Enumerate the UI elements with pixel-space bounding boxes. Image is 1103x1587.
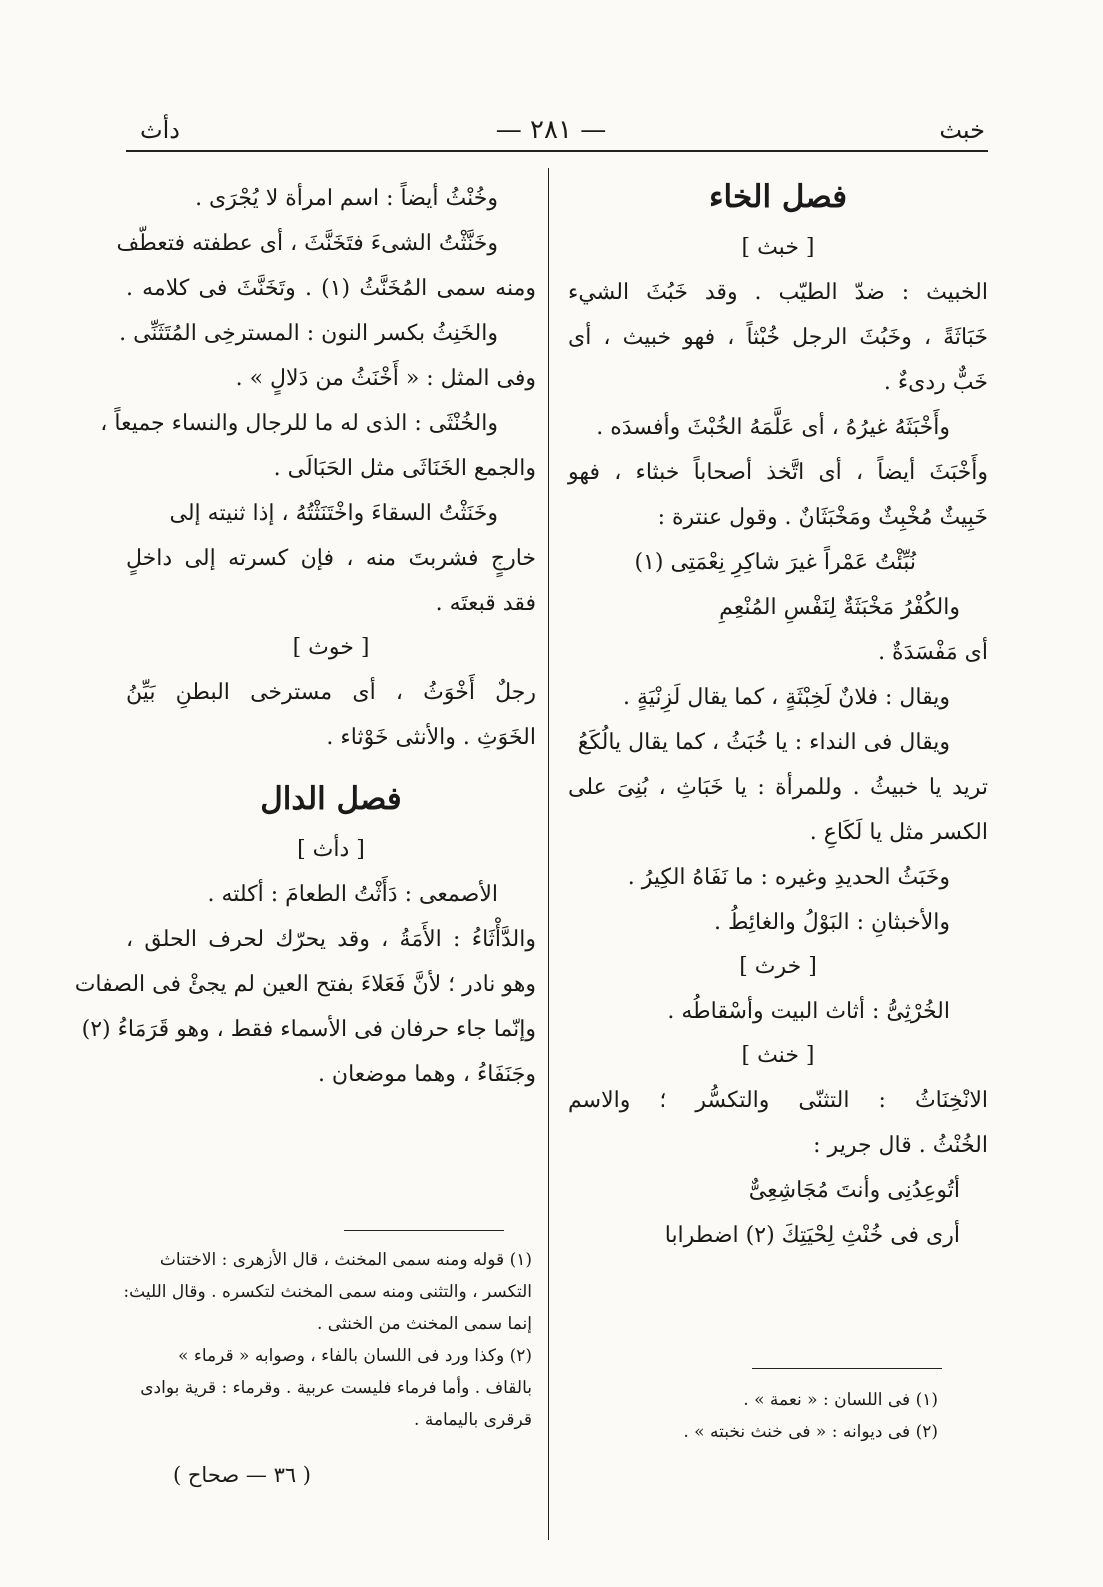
footnote: (٢) وكذا ورد فى اللسان بالفاء ، وصوابه « قرماء »	[178, 1346, 532, 1366]
footnote: (١) فى اللسان : « نعمة » .	[743, 1390, 938, 1410]
entry-heading-khnth: [ خنث ]	[741, 1043, 815, 1068]
text-line: ومنه سمى المُخَنَّثُ (١) . وتَخَنَّثَ فى كلامه .	[126, 276, 536, 301]
header-guide-word-right: خبث	[939, 116, 985, 144]
text-line: والخُنْثَى : الذى له ما للرجال والنساء جميعاً ،	[100, 411, 498, 436]
text-line: والأخبثانِ : البَوْلُ والغائِطُ .	[714, 910, 950, 935]
text-line: الخُنْثُ . قال جرير :	[813, 1133, 988, 1158]
verse-line: أرى فى خُنْثِ لِحْيَتِكَ (٢) اضطرابا	[664, 1223, 960, 1248]
text-line: رجلٌ أَخْوَثُ ، أى مسترخى البطنِ بَيِّنُ	[126, 680, 536, 705]
text-line: الخُرْثِىُّ : أثاث البيت وأسْقاطُه .	[667, 999, 950, 1024]
text-line: تريد يا خبيثُ . وللمرأة : يا خَبَاثِ ، بُنِىَ على	[568, 775, 988, 800]
text-line: ويقال : فلانٌ لَخِبْثَةٍ ، كما يقال لَزِنْيَةٍ .	[622, 685, 950, 710]
text-line: ويقال فى النداء : يا خُبَثُ ، كما يقال يالُكَعُ	[577, 730, 950, 755]
right-column	[568, 168, 988, 1258]
text-line: والخَنِثُ بكسر النون : المسترخِى المُتَثَنِّى .	[119, 321, 498, 346]
text-line: وخَبَثُ الحديدِ وغيره : ما نَفَاهُ الكِيرُ .	[627, 865, 950, 890]
text-line: وخَنَثْتُ السقاءَ واخْتَنَثْتُهُ ، إذا ثنيته إلى	[169, 501, 498, 526]
verse-line: والكُفْرُ مَخْبَثَةٌ لِنَفْسِ المُنْعِمِ	[719, 595, 960, 620]
text-line: خَبٌّ ردىءٌ .	[883, 370, 988, 395]
text-line: وهو نادر ؛ لأنَّ فَعَلاءَ بفتح العين لم يجئْ فى الصفات	[74, 972, 536, 997]
left-footnotes	[123, 1244, 532, 1436]
text-line: وخُنْثُ أيضاً : اسم امرأة لا يُجْرَى .	[195, 186, 498, 211]
footnote-rule	[344, 1230, 504, 1231]
verse-line: أتُوعِدُنِى وأنتَ مُجَاشِعِىٌّ	[748, 1178, 960, 1203]
footnote: (١) قوله ومنه سمى المخنث ، قال الأزهرى : الاختناث	[159, 1250, 532, 1270]
text-line: وخَنَّثْتُ الشىءَ فتَخَنَّثَ ، أى عطفته فتعطّف	[116, 231, 498, 256]
text-line: خارجٍ فشربتَ منه ، فإن كسرته إلى داخلٍ	[126, 546, 536, 571]
footnote-rule	[752, 1368, 942, 1369]
footnote: التكسر ، والتثنى ومنه سمى المخنث لتكسره . وقال الليث:	[123, 1282, 532, 1302]
text-line: الخَوَثِ . والأنثى خَوْثاء .	[326, 725, 536, 750]
section-title-kha: فصل الخاء	[708, 179, 848, 215]
text-line: وإنّما جاء حرفان فى الأسماء فقط ، وهو قَرَمَاءُ (٢)	[81, 1017, 536, 1042]
signature-mark: ( ٣٦ — صحاح )	[173, 1463, 311, 1487]
page-number: — ٢٨١ —	[495, 115, 607, 145]
entry-heading-khrth: [ خرث ]	[739, 954, 817, 979]
entry-heading-dath: [ دأث ]	[297, 837, 365, 862]
header-guide-word-left: دأث	[140, 116, 180, 144]
entry-heading-khbth: [ خبث ]	[741, 235, 815, 260]
verse-line: نُبِّئْتُ عَمْراً غيرَ شاكِرِ نِعْمَتِى (١)	[634, 550, 916, 575]
entry-heading-khwth: [ خوث ]	[292, 635, 370, 660]
text-line: خَبِيثٌ مُخْبِثٌ ومَخْبَثَانٌ . وقول عنترة :	[657, 505, 988, 530]
text-line: خَبَاثَةً ، وخَبُثَ الرجل خُبْثاً ، فهو خبيث ، أى	[568, 325, 988, 350]
footnote: بالقاف . وأما فرماء فليست عربية . وقرماء : قرية بوادى	[140, 1378, 532, 1398]
section-title-dal: فصل الدال	[260, 781, 402, 817]
text-line: والجمع الخَنَاثَى مثل الحَبَالَى .	[273, 456, 536, 481]
left-column	[74, 168, 536, 1097]
text-line: الكسر مثل يا لَكَاعِ .	[809, 820, 988, 845]
header-rule	[126, 150, 988, 152]
text-line: فقد قبعتَه .	[435, 591, 536, 616]
text-line: وأَخْبَثَهُ غيرُهُ ، أى عَلَّمَهُ الخُبْثَ وأفسدَه .	[596, 415, 950, 440]
footnote: إنما سمى المخنث من الخنثى .	[316, 1314, 532, 1334]
text-line: وفى المثل : « أَخْنَثُ من دَلالٍ » .	[235, 366, 536, 391]
right-footnotes	[568, 1384, 938, 1448]
text-line: وأَخْبَثَ أيضاً ، أى اتَّخذ أصحاباً خبثاء ، فهو	[568, 460, 988, 485]
text-line: أى مَفْسَدَةٌ .	[878, 640, 988, 665]
footnote: (٢) فى ديوانه : « فى خنث نخبته » .	[683, 1422, 938, 1442]
text-line: الأصمعى : دَأَثْتُ الطعامَ : أكلته .	[207, 882, 498, 907]
footnote: قرقرى باليمامة .	[414, 1410, 532, 1430]
text-line: الانْخِنَاثُ : التثنّى والتكسُّر ؛ والاسم	[568, 1088, 988, 1113]
text-line: والدَّأْثَاءُ : الأَمَةُ ، وقد يحرّك لحرف الحلق ،	[126, 927, 536, 952]
text-line: وجَنَفَاءُ ، وهما موضعان .	[317, 1062, 536, 1087]
column-divider	[548, 168, 549, 1540]
text-line: الخبيث : ضدّ الطيّب . وقد خَبُثَ الشيء	[568, 280, 988, 305]
